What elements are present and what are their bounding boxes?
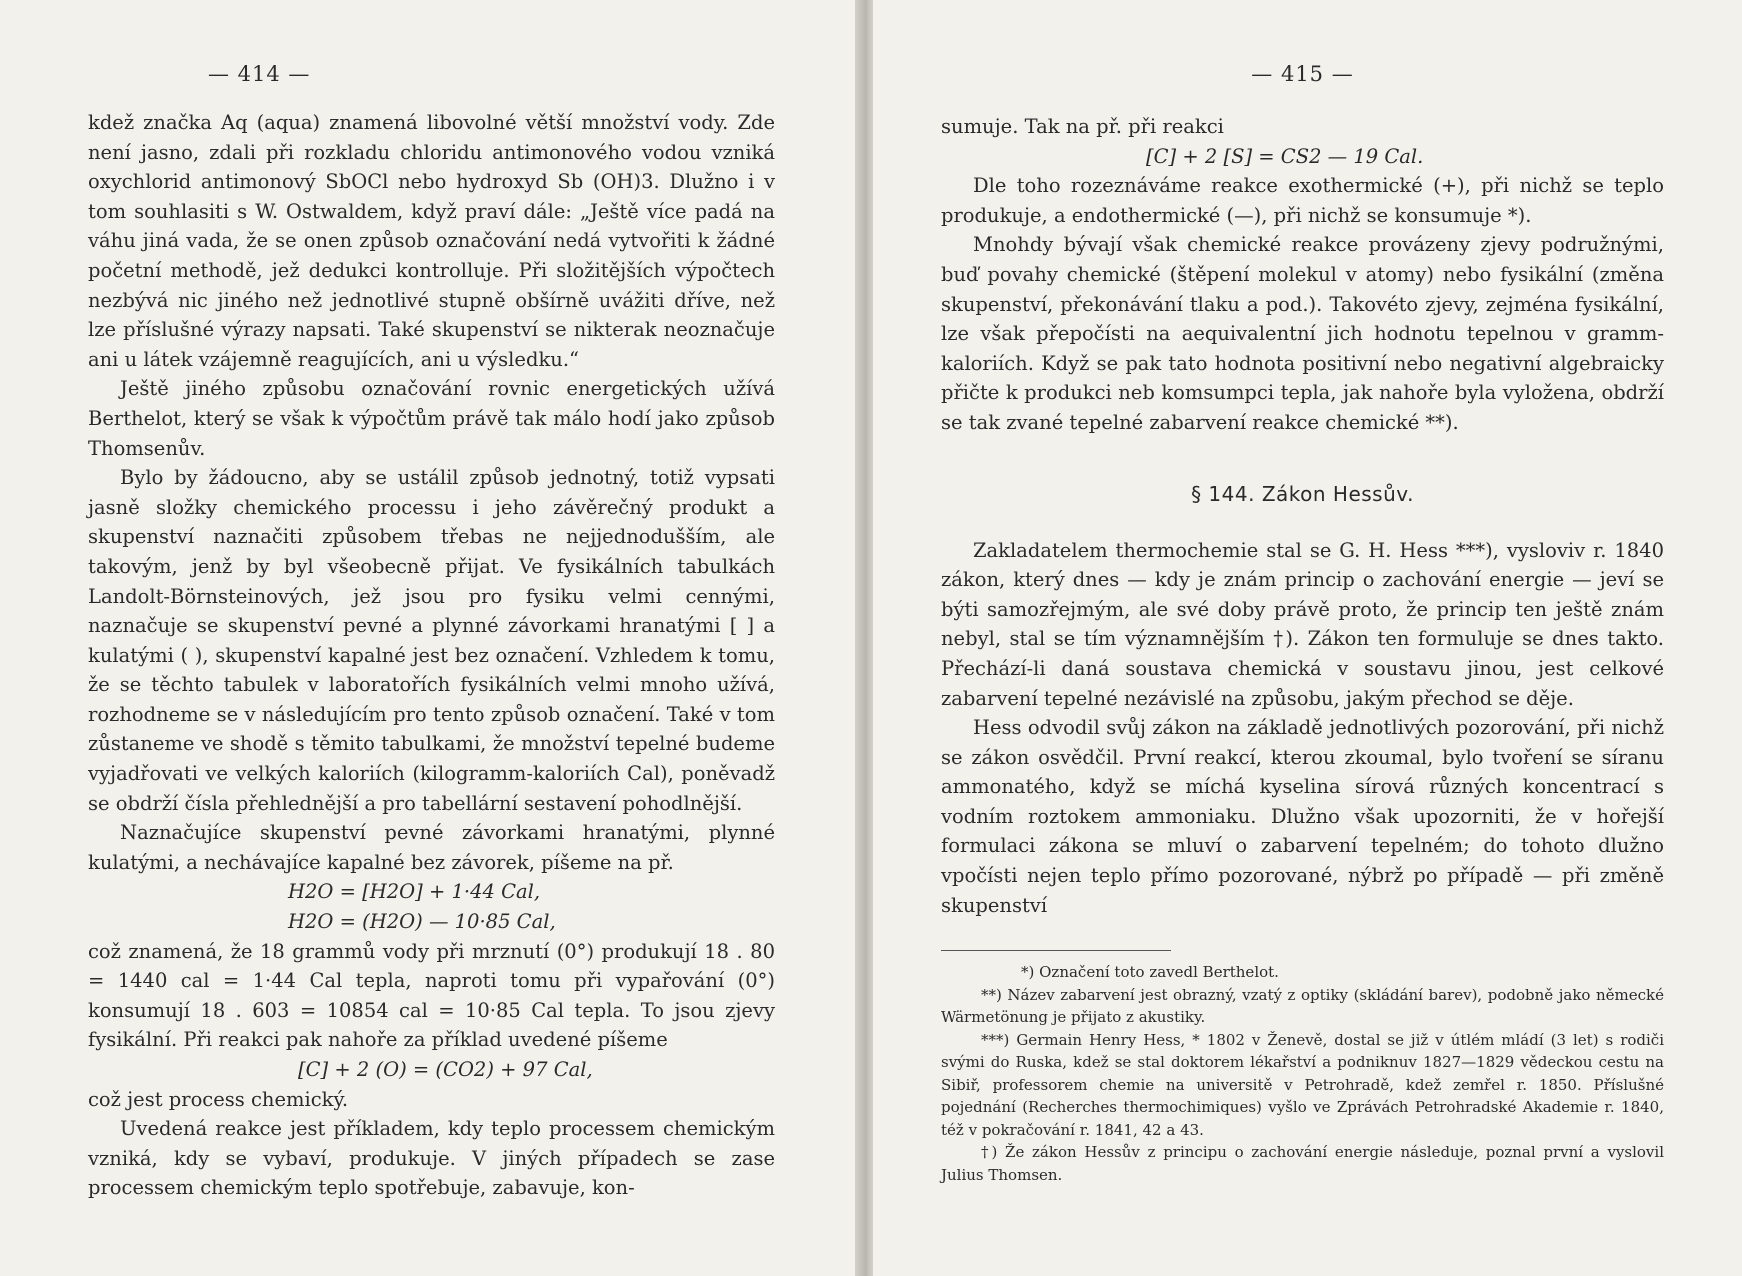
paragraph: Naznačujíce skupenství pevné závorkami hranatými, plynné kulatými, a nechávajíce kapalné bez závorek, píšeme na př. [88, 821, 775, 874]
footnote: †) Že zákon Hessův z principu o zachování energie následuje, poznal první a vyslovil Julius Thomsen. [941, 1143, 1664, 1184]
paragraph: Uvedená reakce jest příkladem, kdy teplo processem chemickým vzniká, kdy se vybaví, produkuje. V jiných případech se zase processem chemickým teplo spotřebuje, zabavuje, kon- [88, 1117, 775, 1200]
formula: [C] + 2 (O) = (CO2) + 97 Cal, [298, 1058, 593, 1081]
paragraph: Mnohdy bývají však chemické reakce provázeny zjevy podružnými, buď povahy chemické (štěpení molekul v atomy) nebo fysikální (změna skupenství, překonávání tlaku a pod.). Takovéto zjevy, zejména fysikální, lze však přepočísti na aequivalentní jich hodnotu tepelnou v gramm-kaloriích. Když se pak tato hodnota positivní nebo negativní algebraicky přičte k produkci neb komsumpci tepla, jak nahoře byla vyložena, obdrží se tak zvané tepelné zabarvení reakce chemické **). [941, 233, 1664, 434]
paragraph: což jest process chemický. [88, 1087, 349, 1111]
formula: [C] + 2 [S] = CS2 — 19 Cal. [1146, 144, 1424, 168]
formula: H2O = (H2O) — 10·85 Cal, [288, 910, 556, 934]
right-page [873, 0, 1742, 1276]
paragraph: Ještě jiného způsobu označování rovnic energetických užívá Berthelot, který se však k výpočtům právě tak málo hodí jako způsob Thomsenův. [88, 377, 775, 460]
page-number-414: — 414 — [208, 62, 311, 86]
section-title: § 144. Zákon Hessův. [1191, 481, 1414, 506]
footnote-divider [941, 950, 1171, 951]
footnote: ***) Germain Henry Hess, * 1802 v Ženevě, dostal se již v útlém mládí (3 let) s rodiči svými do Ruska, kdež se stal doktorem lékařství a podniknuv 1827—1829 vědeckou cestu na Sibiř, professorem chemie na universitě v Petrohradě, kdež zemřel r. 1850. Příslušné pojednání (Recherches thermochimiques) vyšlo ve Zprávách Petrohradské Akademie r. 1840, též v pokračování r. 1841, 42 a 43. [941, 1030, 1664, 1139]
page-number-415: — 415 — [1251, 62, 1354, 86]
paragraph: Zakladatelem thermochemie stal se G. H. Hess ***), vysloviv r. 1840 zákon, který dnes — kdy je znám princip o zachování energie — jeví se býti samozřejmým, ale své doby právě proto, že princip ten ještě znám nebyl, stal se tím významnějším †). Zákon ten formuluje se dnes takto. Přechází-li daná soustava chemická v soustavu jinou, jest celkové zabarvení tepelné nezávislé na způsobu, jakým přechod se děje. [941, 538, 1664, 710]
paragraph: sumuje. Tak na př. při reakci [941, 115, 1224, 138]
paragraph: Bylo by žádoucno, aby se ustálil způsob jednotný, totiž vypsati jasně složky chemického processu i jeho závěrečný produkt a skupenství naznačiti způsobem třebas ne nejjednodušším, ale takovým, jenž by byl všeobecně přijat. Ve fysikálních tabulkách Landolt-Börnsteinových, jež jsou pro fysiku velmi cennými, naznačuje se skupenství pevné a plynné závorkami hranatými [ ] a kulatými ( ), skupenství kapalné jest bez označení. Vzhledem k tomu, že se těchto tabulek v laboratořích fysikálních velmi mnoho užívá, rozhodneme se v následujícím pro tento způsob označení. Také v tom zůstaneme ve shodě s těmito tabulkami, že množství tepelné budeme vyjadřovati ve velkých kaloriích (kilogramm-kaloriích Cal), poněvadž se obdrží čísla přehlednější a pro tabellární sestavení pohodlnější. [88, 466, 775, 815]
formula: H2O = [H2O] + 1·44 Cal, [288, 880, 541, 904]
paragraph: kdež značka Aq (aqua) znamená libovolné větší množství vody. Zde není jasno, zdali při rozkladu chloridu antimonového vodou vzniká oxychlorid antimonový SbOCl nebo hydroxyd Sb (OH)3. Dlužno i v tom souhlasiti s W. Ostwaldem, když praví dále: „Ještě více padá na váhu jiná vada, že se onen způsob označování nedá vytvořiti k žádné početní methodě, jež dedukci kontrolluje. Při složitějších výpočtech nezbývá nic jiného než jednotlivé stupně obšírně uvážiti dříve, než lze příslušné výrazy napsati. Také skupenství se nikterak neoznačuje ani u látek vzájemně reagujících, ani u výsledku.“ [88, 111, 775, 371]
left-page [0, 0, 860, 1276]
footnote: *) Označení toto zavedl Berthelot. [1021, 963, 1279, 982]
footnote: **) Název zabarvení jest obrazný, vzatý z optiky (skládání barev), podobně jako německé Wärmetönung je přijato z akustiky. [941, 985, 1664, 1027]
paragraph: Hess odvodil svůj zákon na základě jednotlivých pozorování, při nichž se zákon osvědčil. První reakcí, kterou zkoumal, bylo tvoření se síranu ammonatého, když se míchá kyselina sírová různých koncentrací s vodním roztokem ammoniaku. Dlužno však upozorniti, že v hořejší formulaci zákona se mluví o zabarvení tepelném; do tohoto dlužno vpočísti nejen teplo přímo pozorované, nýbrž po případě — při změně skupenství [941, 716, 1664, 917]
paragraph: Dle toho rozeznáváme reakce exothermické (+), při nichž se teplo produkuje, a endothermické (—), při nichž se konsumuje *). [941, 174, 1664, 227]
paragraph: což znamená, že 18 grammů vody při mrznutí (0°) produkují 18 . 80 = 1440 cal = 1·44 Cal tepla, naproti tomu při vypařování (0°) konsumují 18 . 603 = 10854 cal = 10·85 Cal tepla. To jsou zjevy fysikální. Při reakci pak nahoře za příklad uvedené píšeme [88, 939, 775, 1052]
